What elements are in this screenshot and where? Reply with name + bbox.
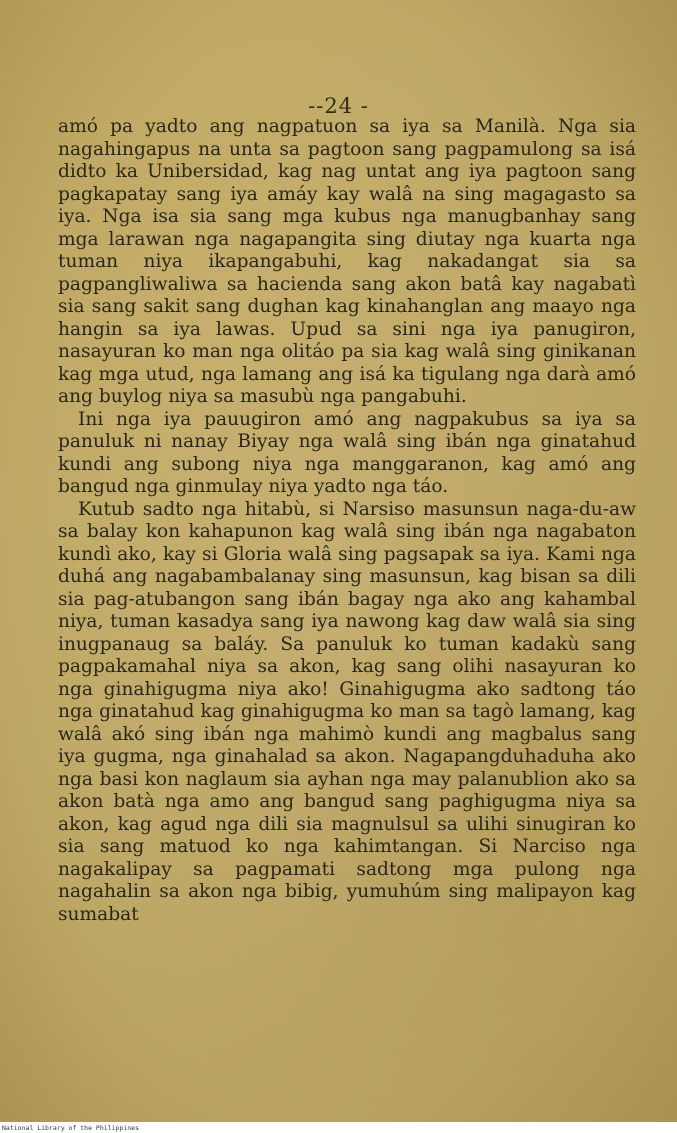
page-number: --24 - [308,94,369,118]
paragraph: Kutub sadto nga hitabù, si Narsiso masunsun naga-du-aw sa balay kon kahapunon kag walâ sing ibán nga nagabaton kundì ako, kay si Gloria walâ sing pagsapak sa iya. Kami nga duhá ang nagabambalanay sing masunsun, kag bisan sa dili sia pag-atubangon sang ibán bagay nga ako ang kahambal niya, tuman kasadya sang iya nawong kag daw walâ sia sing inugpanaug sa baláy. Sa panuluk ko tuman kadakù sang pagpakamahal niya sa akon, kag sang olihi nasayuran ko nga ginahigugma niya ako! Ginahigugma ako sadtong táo nga ginatahud kag ginahigugma ko man sa tagò lamang, kag walâ akó sing ibán nga mahimò kundi ang magbalus sang iya gugma, nga ginahalad sa akon. Nagapangduhaduha ako nga basi kon naglaum sia ayhan nga may palanublion ako sa akon batà nga amo ang bangud sang paghigugma niya sa akon, kag agud nga dili sia magnulsul sa ulihi sinugiran ko sia sang matuod ko nga kahimtangan. Si Narciso nga nagakalipay sa pagpamati sadtong mga pulong nga nagahalin sa akon nga bibig, yumuhúm sing malipayon kag sumabat [58,498,636,925]
body-text [58,116,636,926]
paragraph: amó pa yadto ang nagpatuon sa iya sa Manilà. Nga sia nagahingapus na unta sa pagtoon sang pagpamulong sa isá didto ka Unibersidad, kag nag untat ang iya pagtoon sang pagkapatay sang iya amáy kay walâ na sing magagasto sa iya. Nga isa sia sang mga kubus nga manugbanhay sang mga larawan nga nagapangita sing diutay nga kuarta nga tuman niya ikapangabuhi, kag nakadangat sia sa pagpangliwaliwa sa hacienda sang akon batâ kay nagabatì sia sang sakit sang dughan kag kinahanglan ang maayo nga hangin sa iya lawas. Upud sa sini nga iya panugiron, nasayuran ko man nga olitáo pa sia kag walâ sing ginikanan kag mga utud, nga lamang ang isá ka tigulang nga darà amó ang buylog niya sa masubù nga pangabuhi. [58,116,636,407]
library-credit: National Library of the Philippines [2,1124,139,1132]
paragraph: Ini nga iya pauugiron amó ang nagpakubus sa iya sa panuluk ni nanay Biyay nga walâ sing ibán nga ginatahud kundi ang subong niya nga manggaranon, kag amó ang bangud nga ginmulay niya yadto nga táo. [58,408,636,497]
